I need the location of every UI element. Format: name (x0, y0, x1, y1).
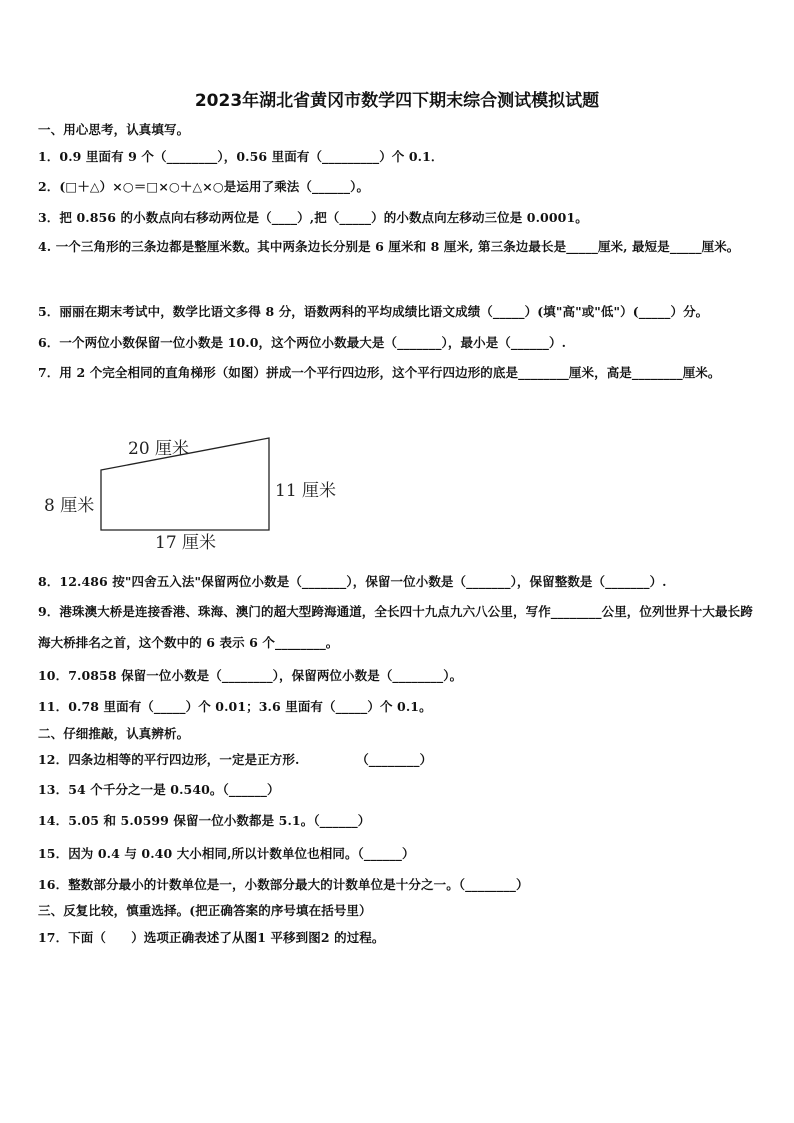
question-2: 2．(□＋△）×○＝□×○＋△×○是运用了乘法（______）。 (38, 179, 370, 194)
question-9: 9．港珠澳大桥是连接香港、珠海、澳门的超大型跨海通道，全长四十九点九六八公里，写作________公里，位列世界十大最长跨海大桥排名之首，这个数中的 6 表示 6 个________。 (38, 604, 753, 650)
question-4: 4. 一个三角形的三条边都是整厘米数。其中两条边长分别是 6 厘米和 8 厘米, 第三条边最长是_____厘米, 最短是_____厘米。 (38, 239, 740, 254)
section-3-heading: 三、反复比较，慎重选择。(把正确答案的序号填在括号里） (38, 903, 372, 918)
section-2-heading: 二、仔细推敲，认真辨析。 (38, 726, 190, 741)
trapezoid-figure (38, 428, 358, 558)
question-12: 12．四条边相等的平行四边形，一定是正方形. （________） (38, 752, 433, 767)
top-edge-label: 20 厘米 (128, 439, 190, 459)
question-15: 15．因为 0.4 与 0.40 大小相同,所以计数单位也相同。（______） (38, 846, 415, 861)
question-7: 7．用 2 个完全相同的直角梯形（如图）拼成一个平行四边形，这个平行四边形的底是________厘米，高是________厘米。 (38, 365, 721, 380)
page-title: 2023年湖北省黄冈市数学四下期末综合测试模拟试题 (194, 91, 600, 111)
bottom-edge-label: 17 厘米 (155, 533, 217, 553)
question-5: 5．丽丽在期末考试中，数学比语文多得 8 分，语数两科的平均成绩比语文成绩（_____）(填"高"或"低"）(_____）分。 (38, 304, 709, 319)
question-8: 8．12.486 按"四舍五入法"保留两位小数是（_______），保留一位小数是（_______），保留整数是（_______）. (38, 574, 667, 589)
right-edge-label: 11 厘米 (275, 481, 337, 501)
left-edge-label: 8 厘米 (44, 496, 95, 516)
question-17: 17．下面（ ）选项正确表述了从图1 平移到图2 的过程。 (38, 930, 385, 945)
question-11: 11．0.78 里面有（_____）个 0.01；3.6 里面有（_____）个 0.1。 (38, 699, 432, 714)
question-3: 3．把 0.856 的小数点向右移动两位是（____）,把（_____）的小数点向左移动三位是 0.0001。 (38, 210, 588, 225)
section-1-heading: 一、用心思考，认真填写。 (38, 122, 190, 137)
question-1: 1．0.9 里面有 9 个（________），0.56 里面有（_________）个 0.1． (38, 149, 444, 164)
question-14: 14．5.05 和 5.0599 保留一位小数都是 5.1。（______） (38, 813, 371, 828)
question-13: 13．54 个千分之一是 0.540。（______） (38, 782, 280, 797)
question-6: 6．一个两位小数保留一位小数是 10.0，这个两位小数最大是（_______），最小是（______）. (38, 335, 567, 350)
question-10: 10．7.0858 保留一位小数是（________），保留两位小数是（________）。 (38, 668, 463, 683)
question-16: 16．整数部分最小的计数单位是一，小数部分最大的计数单位是十分之一。（________） (38, 877, 529, 892)
